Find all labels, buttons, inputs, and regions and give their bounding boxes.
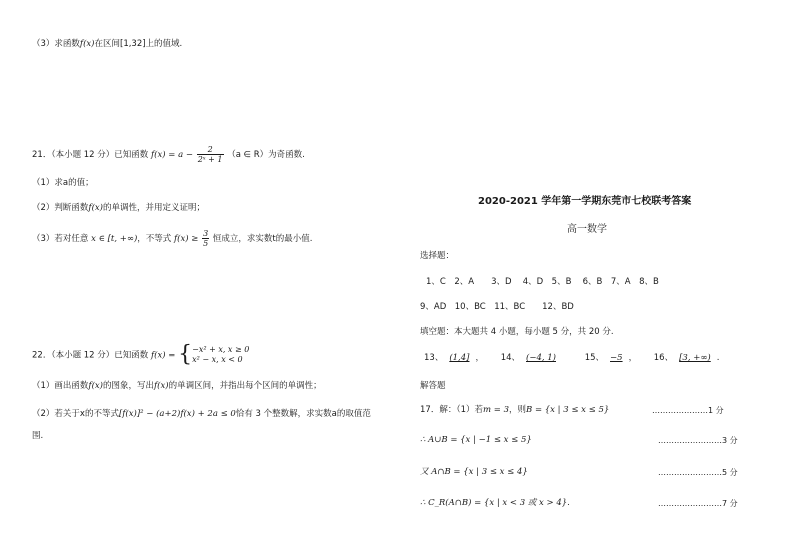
s17-m-value: m = 3 — [482, 405, 509, 415]
q22-part2-inequality: [f(x)]² − (a+2)f(x) + 2a ≤ 0 — [118, 409, 236, 419]
s17-points-4: ……………………7 分 — [658, 499, 738, 508]
q22-part1-fx2: f(x) — [154, 381, 169, 391]
q22-part1-text-a: （1）画出函数 — [32, 381, 89, 391]
fill-16-answer: [3, +∞) — [679, 353, 711, 363]
q20-part3-text-a: （3）求函数 — [32, 39, 80, 49]
s17-points-1: …………………1 分 — [652, 406, 724, 415]
q22-part1 — [32, 380, 322, 392]
s17-text-b: ，则 — [508, 405, 526, 415]
fill-15-num: 15、 — [584, 353, 605, 363]
q22-part2-text-a: （2）若关于x的不等式 — [32, 409, 119, 419]
fill-16-num: 16、 — [653, 353, 674, 363]
s17-line4: ∴ C_R(A∩B) = {x | x < 3 或 x > 4}. — [420, 498, 570, 508]
q21-part2-text-b: 的单调性，并用定义证明； — [103, 203, 206, 213]
fill-label: 填空题：本大题共 4 小题，每小题 5 分，共 20 分. — [420, 327, 614, 337]
q21-part3 — [32, 229, 312, 248]
s17-line1 — [420, 404, 609, 416]
solve-label: 解答题 — [420, 381, 446, 391]
q22-case2: x² − x, x < 0 — [192, 355, 243, 364]
fill-answers: 13、 (1,4] ， 14、 (−4, 1) 15、 −5 ， 16、 [3, +∞) . — [424, 353, 720, 363]
fill-14-num: 14、 — [500, 353, 521, 363]
s17-line3: 又 A∩B = {x | 3 ≤ x ≤ 4} — [420, 467, 528, 477]
q21-part2 — [32, 202, 205, 214]
q21-part3-text-a: （3）若对任意 — [32, 234, 89, 244]
s17-set-b: B = {x | 3 ≤ x ≤ 5} — [526, 405, 610, 415]
q22-part1-text-b: 的图象，写出 — [103, 381, 155, 391]
q22-part2-text-b: 恰有 3 个整数解，求实数a的取值范 — [235, 409, 371, 419]
q22-case1: −x² + x, x ≥ 0 — [192, 345, 250, 354]
fill-14-answer: (−4, 1) — [526, 353, 556, 363]
q21-part3-domain: x ∈ [t, +∞) — [91, 234, 138, 244]
q21-fx: f(x) = a − — [151, 150, 193, 160]
answer-title: 2020-2021 学年第一学期东莞市七校联考答案 — [478, 196, 692, 207]
q21-part3-text-b: ，不等式 — [137, 234, 172, 244]
fill-13-num: 13、 — [424, 353, 444, 363]
q21-fraction-num: 2 — [197, 145, 224, 155]
q21-fraction — [197, 145, 224, 164]
s17-points-3: ……………………5 分 — [658, 468, 738, 477]
choice-answers-row2: 9、AD 10、BC 11、BC 12、BD — [420, 302, 574, 312]
q21-head-text: 21．（本小题 12 分）已知函数 — [32, 150, 149, 160]
q21-part3-fx: f(x) ≥ — [174, 234, 199, 244]
answer-subtitle: 高一数学 — [567, 224, 607, 235]
fill-13-answer: (1,4] — [449, 353, 470, 363]
q22-part2 — [32, 408, 371, 420]
q22-part1-text-c: 的单调区间，并指出每个区间的单调性； — [168, 381, 322, 391]
q21-part3-text-c: 恒成立，求实数t的最小值. — [212, 234, 313, 244]
s17-points-2: ……………………3 分 — [658, 436, 738, 445]
choice-label: 选择题： — [420, 251, 455, 261]
fill-15-answer: −5 — [610, 353, 623, 363]
q21-part3-fraction-den: 5 — [203, 239, 209, 248]
choice-answers-row1: 1、C 2、A 3、D 4、D 5、B 6、B 7、A 8、B — [426, 277, 659, 287]
q21-part3-fraction-num: 3 — [203, 229, 209, 238]
q22-cases — [192, 345, 249, 365]
q22-fx: f(x) = — [151, 350, 176, 361]
q21-condition: （a ∈ R）为奇函数. — [227, 150, 305, 160]
q22-part2-cont: 围. — [32, 431, 44, 441]
q21-part2-text-a: （2）判断函数 — [32, 203, 89, 213]
q21-fraction-den: 2ˣ + 1 — [197, 155, 223, 164]
q20-part3 — [32, 38, 182, 50]
s17-line2: ∴ A∪B = {x | −1 ≤ x ≤ 5} — [420, 435, 532, 445]
s17-text-a: 17．解：（1）若 — [420, 405, 483, 415]
q22-head-text: 22．（本小题 12 分）已知函数 — [32, 350, 149, 361]
q22-brace: { — [178, 342, 193, 367]
q21-part2-fx: f(x) — [88, 203, 103, 213]
q21-header — [32, 145, 305, 164]
q20-part3-text-b: 在区间[1,32]上的值域. — [94, 39, 183, 49]
q22-header — [32, 344, 249, 366]
q22-part1-fx: f(x) — [88, 381, 103, 391]
q20-part3-fx: f(x) — [79, 39, 95, 49]
q21-part1: （1）求a的值； — [32, 178, 94, 188]
q21-part3-fraction — [202, 229, 209, 248]
